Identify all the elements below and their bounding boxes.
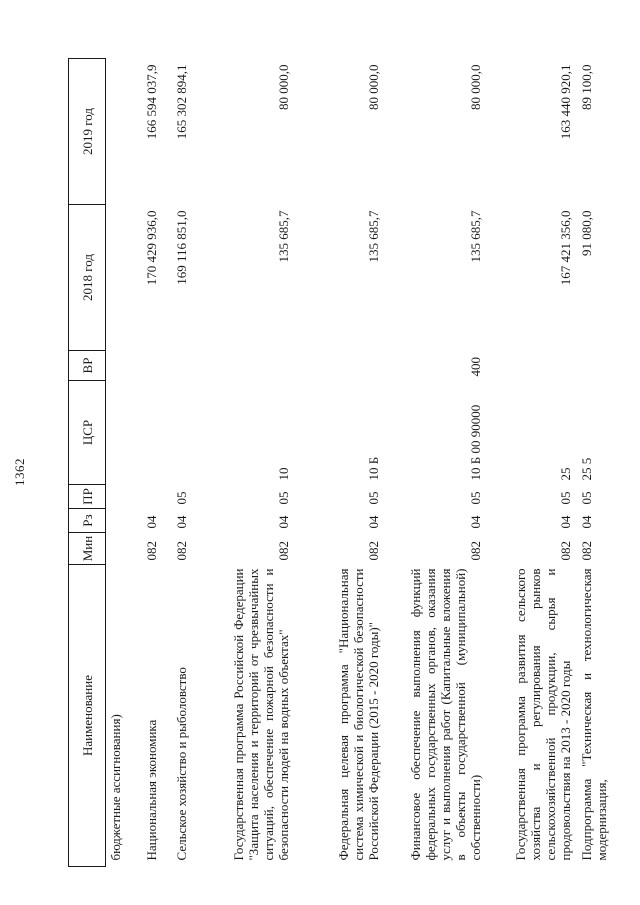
row-rz: 04 [366, 515, 381, 529]
table-row [106, 59, 133, 867]
row-name: Государственная программа Российской Федерации "Защита населения и территорий от чрезвычайных ситуаций, обеспечение пожарной безопасности и безопасности людей на водных объектах" [231, 568, 291, 861]
row-2018: 135 685,7 [276, 210, 291, 263]
row-min: 082 [579, 541, 594, 561]
row-csr [162, 381, 192, 485]
table-row [576, 59, 626, 867]
table-row [132, 59, 162, 867]
row-2018 [106, 205, 133, 351]
row-min [106, 533, 133, 565]
row-name: Сельское хозяйство и рыболовство [174, 667, 189, 861]
row-vr [294, 351, 384, 381]
header-2019: 2019 год [69, 59, 106, 205]
header-rz: Рз [69, 509, 106, 533]
row-pr [132, 485, 162, 509]
header-vr: ВР [69, 351, 106, 381]
row-pr: 05 [579, 491, 594, 505]
header-min: Мин [69, 533, 106, 565]
header-name: Наименование [69, 565, 106, 867]
row-vr [132, 351, 162, 381]
row-csr: 25 5 [579, 457, 594, 481]
row-vr [486, 351, 576, 381]
row-2019: 163 440 920,1 [558, 64, 573, 140]
row-min: 082 [558, 541, 573, 561]
row-pr: 05 [468, 491, 483, 505]
row-min: 082 [174, 541, 189, 561]
table-row [192, 59, 294, 867]
row-2018: 167 421 356,0 [558, 210, 573, 286]
row-pr: 05 [366, 491, 381, 505]
page-number: 1362 [12, 458, 27, 486]
row-rz [106, 509, 133, 533]
row-min: 082 [276, 541, 291, 561]
table-row [162, 59, 192, 867]
header-csr: ЦСР [69, 381, 106, 485]
row-2018: 135 685,7 [468, 210, 483, 263]
row-rz: 04 [468, 515, 483, 529]
row-vr [192, 351, 294, 381]
row-2019: 80 000,0 [276, 64, 291, 110]
row-pr [106, 485, 133, 509]
row-vr [576, 351, 626, 381]
row-2018: 169 116 851,0 [174, 210, 189, 285]
table-row [294, 59, 384, 867]
rotated-page [68, 59, 609, 867]
row-csr: 10 Б 00 90000 [468, 404, 483, 481]
row-2019: 89 100,0 [579, 64, 594, 110]
row-rz: 04 [579, 515, 594, 529]
row-csr: 10 [276, 467, 291, 481]
row-vr [162, 351, 192, 381]
row-name: Подпрограмма "Техническая и технологическая модернизация, [579, 568, 609, 861]
row-rz: 04 [276, 515, 291, 529]
row-min: 082 [144, 541, 159, 561]
table-header-row [69, 59, 106, 867]
row-csr [106, 381, 133, 485]
row-2018: 170 429 936,0 [144, 210, 159, 286]
row-min: 082 [366, 541, 381, 561]
row-rz: 04 [558, 515, 573, 529]
table-row [384, 59, 486, 867]
row-2019: 166 594 037,9 [144, 64, 159, 140]
header-pr: ПР [69, 485, 106, 509]
row-pr: 05 [558, 491, 573, 505]
row-2018: 135 685,7 [366, 210, 381, 263]
row-vr [106, 351, 133, 381]
row-name: Государственная программа развития сельского хозяйства и регулирования рынков сельскохозяйственной продукции, сырья и продовольствия на 2013 - 2020 годы [513, 568, 573, 861]
row-csr: 25 [558, 467, 573, 481]
row-min: 082 [468, 541, 483, 561]
row-csr: 10 Б [366, 456, 381, 481]
table-row [486, 59, 576, 867]
row-name: Национальная экономика [144, 719, 159, 861]
row-pr: 05 [174, 491, 189, 505]
row-rz: 04 [174, 515, 189, 529]
row-2019: 80 000,0 [366, 64, 381, 110]
row-2019: 80 000,0 [468, 64, 483, 110]
budget-table [68, 58, 626, 867]
row-pr: 05 [276, 491, 291, 505]
row-2019 [106, 59, 133, 205]
row-name: Федеральная целевая программа "Национальная система химической и биологической безопасности Российской Федерации (2015 - 2020 годы)" [336, 568, 381, 861]
row-csr [132, 381, 162, 485]
row-rz: 04 [144, 515, 159, 529]
row-name: Финансовое обеспечение выполнения функций федеральных государственных органов, оказания услуг и выполнения работ (Капитальные вложения в объекты государственной (муниципальной) собственности) [408, 568, 483, 861]
row-2018: 91 080,0 [579, 210, 594, 256]
row-vr: 400 [468, 357, 483, 377]
header-2018: 2018 год [69, 205, 106, 351]
row-name: бюджетные ассигнования) [108, 714, 123, 861]
row-2019: 165 302 894,1 [174, 64, 189, 140]
